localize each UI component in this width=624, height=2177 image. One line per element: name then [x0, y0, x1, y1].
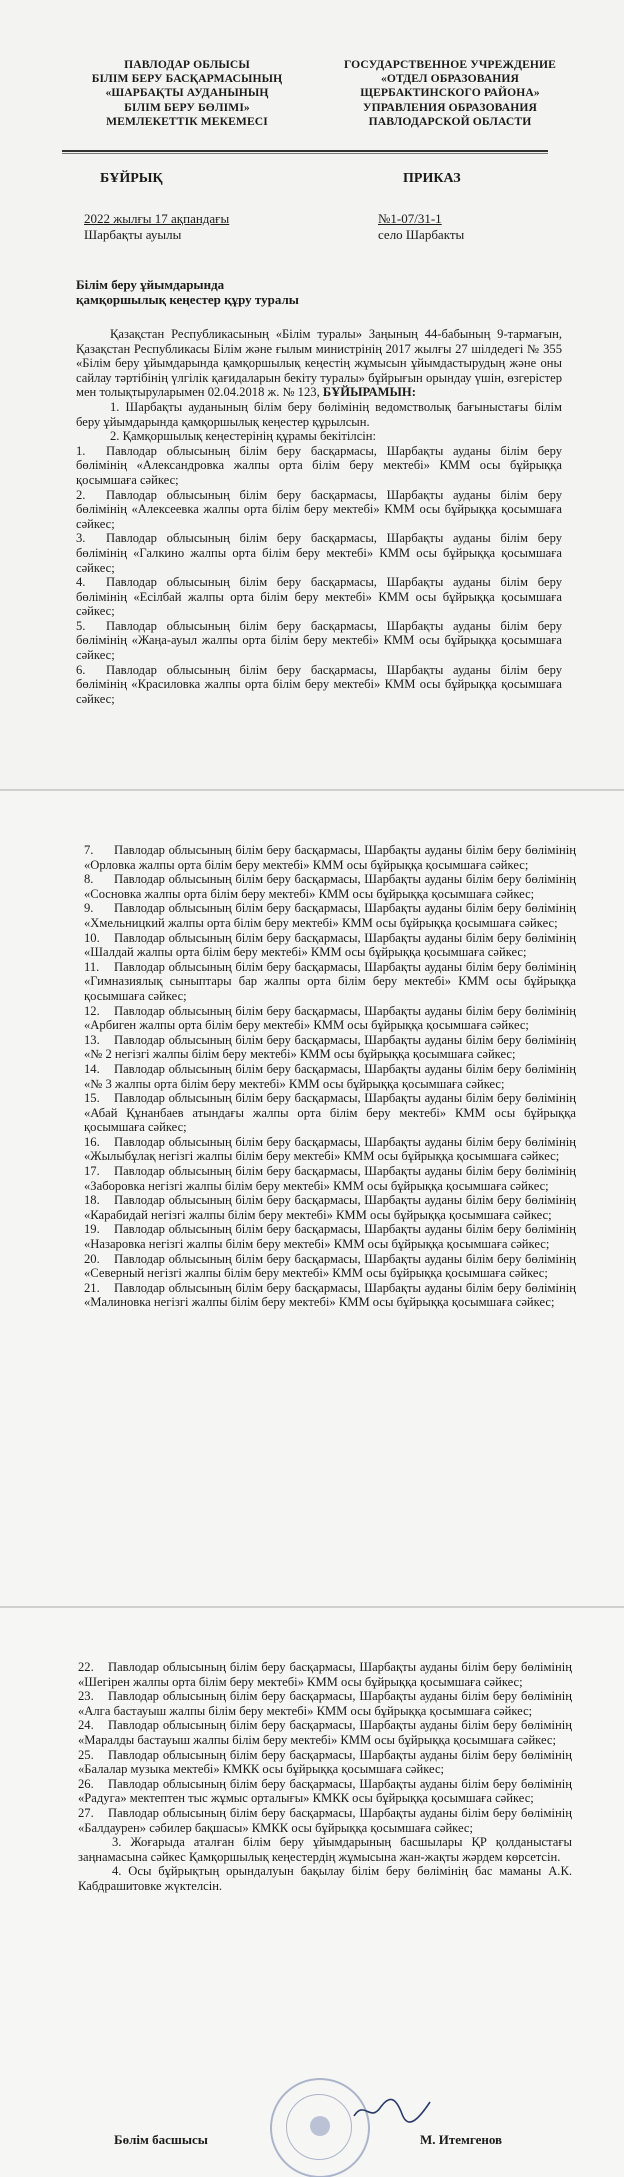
list-item-text: Павлодар облысының білім беру басқармасы, Шарбақты ауданы білім беру бөлімінің «Галкино жалпы орта білім беру мектебі» КММ осы бұйрыққа қосымшаға сәйкес;	[76, 531, 562, 575]
header-ru-line: УПРАВЛЕНИЯ ОБРАЗОВАНИЯ	[363, 100, 537, 114]
order-date: 2022 жылғы 17 ақпандағы	[84, 211, 230, 226]
order-title-ru: ПРИКАЗ	[403, 171, 461, 186]
list-item-text: Павлодар облысының білім беру басқармасы, Шарбақты ауданы білім беру бөлімінің «№ 2 негізгі жалпы білім беру мектебі» КММ осы бұйрыққа қосымшаға сәйкес;	[84, 1032, 576, 1062]
header-ru-line: ГОСУДАРСТВЕННОЕ УЧРЕЖДЕНИЕ	[343, 58, 556, 71]
list-item-number: 23.	[78, 1689, 94, 1704]
list-item-number: 4.	[76, 575, 86, 590]
list-item-text: Павлодар облысының білім беру басқармасы, Шарбақты ауданы білім беру бөлімінің «Радуга» мектептен тыс жұмыс орталығы» КМКК осы бұйрыққа қосымшаға сәйкес;	[78, 1776, 572, 1806]
schools-list-3	[78, 1660, 572, 1835]
header-kz-line: БІЛІМ БЕРУ БАСҚАРМАСЫНЫҢ	[91, 72, 283, 86]
list-item	[78, 1777, 572, 1806]
order-place-kz: Шарбақты ауылы	[84, 227, 182, 242]
list-item	[76, 531, 562, 575]
header-kz-line: БІЛІМ БЕРУ БӨЛІМІ»	[124, 100, 250, 114]
list-item	[84, 1004, 576, 1033]
list-item	[78, 1660, 572, 1689]
handwritten-signature	[352, 2096, 432, 2124]
list-item	[84, 1062, 576, 1091]
header-kz-line: ПАВЛОДАР ОБЛЫСЫ	[124, 58, 250, 71]
list-item	[84, 901, 576, 930]
list-item-text: Павлодар облысының білім беру басқармасы, Шарбақты ауданы білім беру бөлімінің «Шалдай жалпы орта білім беру мектебі» КММ осы бұйрыққа қосымшаға сәйкес;	[84, 930, 576, 960]
list-item	[84, 1281, 576, 1310]
list-item	[84, 1222, 576, 1251]
list-item-number: 3.	[76, 531, 86, 546]
header-kz	[72, 58, 302, 129]
list-item-text: Павлодар облысының білім беру басқармасы, Шарбақты ауданы білім беру бөлімінің «Гимназиялық сыныптары бар жалпы орта білім беру мектебі» КММ осы бұйрыққа қосымшаға сәйкес;	[84, 959, 576, 1003]
list-item	[76, 444, 562, 488]
list-item-text: Павлодар облысының білім беру басқармасы, Шарбақты ауданы білім беру бөлімінің «Абай Құнанбаев атындағы жалпы орта білім беру мектебі» КММ осы бұйрыққа қосымшаға сәйкес;	[84, 1091, 576, 1135]
list-item-number: 26.	[78, 1776, 94, 1791]
list-item-text: Павлодар облысының білім беру басқармасы, Шарбақты ауданы білім беру бөлімінің «Балдаурен» сәбилер бақшасы» КМКК осы бұйрыққа қосымшаға сәйкес;	[78, 1805, 572, 1835]
list-item-text: Павлодар облысының білім беру басқармасы, Шарбақты ауданы білім беру бөлімінің «Заборовка негізгі жалпы білім беру мектебі» КММ осы бұйрыққа қосымшаға сәйкес;	[84, 1164, 576, 1193]
subject-line: Білім беру ұйымдарында	[76, 277, 225, 292]
list-item-number: 27.	[78, 1805, 94, 1820]
list-item-number: 25.	[78, 1747, 94, 1762]
subject-line: қамқоршылық кеңестер құру туралы	[76, 292, 299, 307]
list-item-text: Павлодар облысының білім беру басқармасы, Шарбақты ауданы білім беру бөлімінің «Северный негізгі жалпы білім беру мектебі» КММ осы бұйрыққа қосымшаға сәйкес;	[84, 1251, 576, 1281]
order-body-page-3	[78, 1660, 572, 1894]
list-item	[78, 1748, 572, 1777]
header-ru-line: «ОТДЕЛ ОБРАЗОВАНИЯ	[381, 72, 519, 86]
list-item-number: 15.	[84, 1091, 100, 1106]
list-item-number: 14.	[84, 1061, 100, 1076]
header-ru	[335, 58, 565, 129]
list-item-text: Павлодар облысының білім беру басқармасы, Шарбақты ауданы білім беру бөлімінің «Жылыбұлақ негізгі жалпы білім беру мектебі» КММ осы бұйрыққа қосымшаға сәйкес;	[84, 1134, 576, 1164]
list-item	[78, 1806, 572, 1835]
list-item	[78, 1718, 572, 1747]
list-item-number: 9.	[84, 901, 94, 916]
list-item-number: 20.	[84, 1251, 100, 1266]
list-item	[84, 872, 576, 901]
list-item-number: 13.	[84, 1032, 100, 1047]
list-item-number: 10.	[84, 930, 100, 945]
list-item	[84, 1164, 576, 1193]
document-page-1	[0, 0, 624, 789]
list-item-text: Павлодар облысының білім беру басқармасы, Шарбақты ауданы білім беру бөлімінің «Назаровка негізгі жалпы білім беру мектебі» КММ осы бұйрыққа қосымшаға сәйкес;	[84, 1222, 576, 1252]
list-item	[84, 843, 576, 872]
list-item	[84, 960, 576, 1004]
list-item-number: 12.	[84, 1003, 100, 1018]
header-kz-line: «ШАРБАҚТЫ АУДАНЫНЫҢ	[105, 86, 269, 100]
list-item-text: Павлодар облысының білім беру басқармасы, Шарбақты ауданы білім беру бөлімінің «Жаңа-ауыл жалпы орта білім беру мектебі» КММ осы бұйрыққа қосымшаға сәйкес;	[76, 618, 562, 663]
list-item-number: 11.	[84, 959, 100, 974]
header-divider	[62, 150, 548, 152]
order-title-kz: БҰЙРЫҚ	[100, 171, 163, 186]
list-item	[84, 1033, 576, 1062]
list-item-text: Павлодар облысының білім беру басқармасы, Шарбақты ауданы білім беру бөлімінің «Орловка жалпы орта білім беру мектебі» КММ осы бұйрыққа қосымшаға сәйкес;	[84, 843, 576, 872]
list-item-number: 22.	[78, 1660, 94, 1674]
schools-list-1	[76, 444, 562, 707]
list-item-number: 18.	[84, 1193, 100, 1208]
document-page-2	[0, 791, 624, 1606]
list-item-number: 19.	[84, 1222, 100, 1237]
point-4: 4. Осы бұйрықтың орындалуын бақылау білім беру бөлімінің бас маманы А.К. Кабдрашитовке жүктелсін.	[78, 1864, 572, 1893]
list-item-number: 7.	[84, 843, 94, 857]
list-item	[76, 619, 562, 663]
list-item-text: Павлодар облысының білім беру басқармасы, Шарбақты ауданы білім беру бөлімінің «Малиновка негізгі жалпы білім беру мектебі» КММ осы бұйрыққа қосымшаға сәйкес;	[84, 1280, 576, 1310]
list-item-number: 2.	[76, 487, 86, 502]
list-item-number: 24.	[78, 1718, 94, 1733]
list-item-text: Павлодар облысының білім беру басқармасы, Шарбақты ауданы білім беру бөлімінің «Маралды бастауыш жалпы білім беру мектебі» КММ осы бұйрыққа қосымшаға сәйкес;	[78, 1718, 572, 1747]
header-divider-thin	[62, 153, 548, 154]
order-body-page-1	[76, 327, 562, 706]
list-item	[84, 1193, 576, 1222]
official-seal-stamp	[270, 2078, 370, 2177]
list-item-text: Павлодар облысының білім беру басқармасы, Шарбақты ауданы білім беру бөлімінің «Алексеевка жалпы орта білім беру мектебі» КММ осы бұйрыққа қосымшаға сәйкес;	[76, 487, 562, 531]
header-kz-line: МЕМЛЕКЕТТІК МЕКЕМЕСІ	[106, 114, 268, 128]
list-item	[76, 575, 562, 619]
list-item	[84, 1091, 576, 1135]
order-subject	[76, 277, 376, 307]
list-item	[84, 1135, 576, 1164]
header-ru-line: ЩЕРБАКТИНСКОГО РАЙОНА»	[360, 86, 540, 100]
list-item-text: Павлодар облысының білім беру басқармасы, Шарбақты ауданы білім беру бөлімінің «Александровка жалпы орта білім беру мектебі» КММ осы бұйрыққа қосымшаға сәйкес;	[76, 443, 562, 487]
document-page-3	[0, 1608, 624, 2177]
list-item-text: Павлодар облысының білім беру басқармасы, Шарбақты ауданы білім беру бөлімінің «Красиловка жалпы орта білім беру мектебі» КММ осы бұйрыққа қосымшаға сәйкес;	[76, 662, 562, 706]
header-ru-line: ПАВЛОДАРСКОЙ ОБЛАСТИ	[368, 114, 532, 128]
list-item-number: 6.	[76, 662, 86, 677]
order-body-page-2	[84, 843, 576, 1310]
list-item-text: Павлодар облысының білім беру басқармасы, Шарбақты ауданы білім беру бөлімінің «Арбиген жалпы орта білім беру мектебі» КММ осы бұйрыққа қосымшаға сәйкес;	[84, 1003, 576, 1033]
list-item-number: 16.	[84, 1134, 100, 1149]
list-item-text: Павлодар облысының білім беру басқармасы, Шарбақты ауданы білім беру бөлімінің «Карабидай негізгі жалпы білім беру мектебі» КММ осы бұйрыққа қосымшаға сәйкес;	[84, 1193, 576, 1222]
point-1: 1. Шарбақты ауданының білім беру бөлімінің ведомстволық бағыныстағы білім беру ұйымдарында қамқоршылық кеңестер құрылсын.	[76, 399, 562, 429]
list-item	[84, 931, 576, 960]
list-item-number: 17.	[84, 1164, 100, 1179]
list-item-number: 1.	[76, 443, 86, 458]
list-item	[78, 1689, 572, 1718]
list-item-text: Павлодар облысының білім беру басқармасы, Шарбақты ауданы білім беру бөлімінің «Хмельницкий жалпы орта білім беру мектебі» КММ осы бұйрыққа қосымшаға сәйкес;	[84, 901, 576, 930]
preamble-command: БҰЙЫРАМЫН:	[322, 385, 416, 400]
order-number: №1-07/31-1	[378, 211, 442, 226]
list-item-number: 8.	[84, 872, 94, 887]
list-item-number: 21.	[84, 1280, 100, 1295]
point-2: 2. Қамқоршылық кеңестерінің құрамы бекітілсін:	[110, 429, 377, 444]
list-item	[76, 488, 562, 532]
schools-list-2	[84, 843, 576, 1310]
seal-emblem	[310, 2116, 330, 2136]
signature-position: Бөлім басшысы	[114, 2132, 208, 2147]
list-item-text: Павлодар облысының білім беру басқармасы, Шарбақты ауданы білім беру бөлімінің «Алга бастауыш жалпы білім беру мектебі» КММ осы бұйрыққа қосымшаға сәйкес;	[78, 1689, 572, 1718]
list-item-text: Павлодар облысының білім беру басқармасы, Шарбақты ауданы білім беру бөлімінің «Сосновка жалпы орта білім беру мектебі» КММ осы бұйрыққа қосымшаға сәйкес;	[84, 872, 576, 901]
signature-name: М. Итемгенов	[420, 2132, 503, 2147]
list-item-text: Павлодар облысының білім беру басқармасы, Шарбақты ауданы білім беру бөлімінің «Шегірен жалпы орта білім беру мектебі» КММ осы бұйрыққа қосымшаға сәйкес;	[78, 1660, 572, 1689]
order-place-ru: село Шарбакты	[378, 227, 465, 242]
preamble	[76, 327, 562, 400]
list-item-text: Павлодар облысының білім беру басқармасы, Шарбақты ауданы білім беру бөлімінің «№ 3 жалпы орта білім беру мектебі» КММ осы бұйрыққа қосымшаға сәйкес;	[84, 1061, 576, 1091]
preamble-text: Қазақстан Республикасының «Білім туралы» Заңының 44-бабының 9-тармағын, Қазақстан Республикасы Білім және ғылым министрінің 2017 жылғы 27 шілдедегі № 355 «Білім беру ұйымдарында қамқоршылық кеңестің жұмысын ұйымдастырудың және оны сайлау тәртібінің үлгілік қағидаларын бекіту туралы» бұйрығын орындау үшін, өзгерістер мен толықтыруларымен 02.04.2018 ж. № 123,	[76, 327, 562, 400]
list-item	[84, 1252, 576, 1281]
point-3: 3. Жоғарыда аталған білім беру ұйымдарының басшылары ҚР қолданыстағы заңнамасына сәйкес Қамқоршылық кеңестердің жұмысына жан-жақты жәрдем көрсетсін.	[78, 1835, 572, 1864]
list-item-text: Павлодар облысының білім беру басқармасы, Шарбақты ауданы білім беру бөлімінің «Есілбай жалпы орта білім беру мектебі» КММ осы бұйрыққа қосымшаға сәйкес;	[76, 575, 562, 619]
list-item	[76, 663, 562, 707]
list-item-text: Павлодар облысының білім беру басқармасы, Шарбақты ауданы білім беру бөлімінің «Балалар музыка мектебі» КМКК осы бұйрыққа қосымшаға сәйкес;	[78, 1747, 572, 1777]
list-item-number: 5.	[76, 618, 86, 633]
